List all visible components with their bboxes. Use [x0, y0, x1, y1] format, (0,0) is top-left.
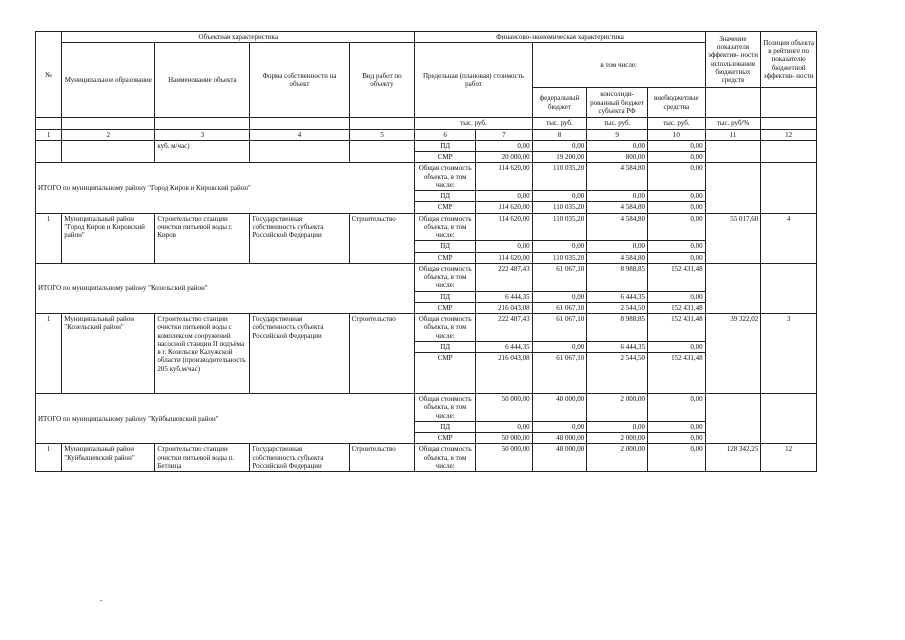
- cost-value: 6 444,35: [476, 291, 533, 302]
- row-label: ПД: [415, 241, 476, 252]
- municipality: Муниципальный район "Куйбышевский район": [62, 444, 155, 472]
- object-number: 1: [36, 314, 62, 394]
- cons-value: 8 988,85: [587, 263, 648, 291]
- ext-value: 0,00: [647, 140, 705, 151]
- colnum: 3: [155, 129, 250, 140]
- row-label: СМР: [415, 433, 476, 444]
- cons-value: 0,00: [587, 421, 648, 432]
- pos-header-cont: [761, 88, 817, 118]
- work-type: Строительство: [349, 444, 415, 472]
- ext-value: 0,00: [647, 394, 705, 422]
- rating-position: 4: [761, 213, 817, 263]
- investment-table: [35, 31, 817, 472]
- itogo-row: [36, 263, 817, 291]
- fed-value: 0,00: [532, 241, 587, 252]
- column-numbers-row: [36, 129, 817, 140]
- cons-value: 800,00: [587, 152, 648, 163]
- colnum: 9: [587, 129, 648, 140]
- cost-value: 216 043,08: [476, 353, 533, 394]
- cost-value: 114 620,00: [476, 252, 533, 263]
- object-row: [36, 213, 817, 241]
- col-num-header: №: [36, 32, 62, 118]
- itogo-label: ИТОГО по муниципальному району "Козельский район": [36, 263, 415, 313]
- cost-value: 114 620,00: [476, 202, 533, 213]
- ext-value: 152 431,48: [647, 314, 705, 342]
- cost-value: 50 000,00: [476, 433, 533, 444]
- cost-value: 50 000,00: [476, 394, 533, 422]
- fed-value: 48 000,00: [532, 444, 587, 472]
- cost-value: 0,00: [476, 191, 533, 202]
- eff-header-cont: [705, 88, 761, 118]
- efficiency-value: 55 017,60: [705, 213, 761, 263]
- unit-ext: тыс. руб.: [647, 118, 705, 129]
- fed-value: 48 000,00: [532, 433, 587, 444]
- cons-value: 2 000,00: [587, 444, 648, 472]
- unit-fed: тыс. руб.: [532, 118, 587, 129]
- in-that-number-header: в том числе:: [532, 43, 705, 88]
- cons-value: 0,00: [587, 241, 648, 252]
- cost-value: 50 000,00: [476, 444, 533, 472]
- fed-value: 110 035,20: [532, 252, 587, 263]
- municipality: Муниципальный район "Козельский район": [62, 314, 155, 394]
- object-number: 1: [36, 213, 62, 263]
- fed-value: 110 035,20: [532, 202, 587, 213]
- municipality: Муниципальный район "Город Киров и Кировский район": [62, 213, 155, 263]
- col-cost-header: Предельная (плановая) стоимость работ: [415, 43, 532, 118]
- ext-value: 0,00: [647, 152, 705, 163]
- cost-value: 0,00: [476, 421, 533, 432]
- table-row: [36, 140, 817, 151]
- ext-value: 0,00: [647, 213, 705, 241]
- ext-value: 0,00: [647, 444, 705, 472]
- header-row-1: [36, 32, 817, 43]
- object-name: Строительство станции очистки питьевой воды с комплексом сооружений насосной станции II подъёма в г. Козельске Калужской области (производительность 205 куб.м/час): [155, 314, 250, 394]
- header-row-2: [36, 43, 817, 88]
- ext-value: 0,00: [647, 433, 705, 444]
- row-label: Общая стоимость объекта, в том числе:: [415, 314, 476, 342]
- cons-value: 0,00: [587, 191, 648, 202]
- row-label: ПД: [415, 140, 476, 151]
- cons-value: 2 544,50: [587, 302, 648, 313]
- col-mun-header: Муниципальное образование: [62, 43, 155, 118]
- colnum: 4: [250, 129, 349, 140]
- col-pos-header: Позиция объекта в рейтинге по показателю бюджетной эффектив- ности: [761, 32, 817, 88]
- ownership-form: Государственная собственность субъекта Российской Федерации: [250, 213, 349, 263]
- ext-value: 0,00: [647, 163, 705, 191]
- work-type: Строительство: [349, 213, 415, 263]
- object-row: [36, 444, 817, 472]
- cost-value: 0,00: [476, 241, 533, 252]
- cost-value: 114 620,00: [476, 213, 533, 241]
- col-ext-header: внебюджетные средства: [647, 88, 705, 118]
- ext-value: 152 431,48: [647, 263, 705, 291]
- cost-value: 114 620,00: [476, 163, 533, 191]
- cons-value: 0,00: [587, 140, 648, 151]
- unit-cons: тыс. руб.: [587, 118, 648, 129]
- itogo-row: [36, 163, 817, 191]
- col-name-header: Наименование объекта: [155, 43, 250, 118]
- fed-value: 110 035,20: [532, 213, 587, 241]
- col-work-header: Вид работ по объекту: [349, 43, 415, 118]
- scan-speck: [100, 600, 102, 601]
- work-type: Строительство: [349, 314, 415, 394]
- fed-value: 0,00: [532, 191, 587, 202]
- row-label: Общая стоимость объекта, в том числе:: [415, 394, 476, 422]
- fin-char-header: Финансово-экономическая характеристика: [415, 32, 705, 43]
- ext-value: 0,00: [647, 421, 705, 432]
- units-row: [36, 118, 817, 129]
- cons-value: 2 000,00: [587, 433, 648, 444]
- colnum: 11: [705, 129, 761, 140]
- row-label: СМР: [415, 252, 476, 263]
- colnum: 5: [349, 129, 415, 140]
- row-label: СМР: [415, 353, 476, 394]
- ownership-form: Государственная собственность субъекта Российской Федерации: [250, 444, 349, 472]
- row-label: ПД: [415, 421, 476, 432]
- cons-value: 4 584,80: [587, 202, 648, 213]
- row-label: СМР: [415, 302, 476, 313]
- ext-value: 0,00: [647, 252, 705, 263]
- cons-value: 8 988,85: [587, 314, 648, 342]
- document-page: [35, 31, 817, 472]
- obj-char-header: Объектная характеристика: [62, 32, 415, 43]
- itogo-label: ИТОГО по муниципальному району "Куйбышевский район": [36, 394, 415, 444]
- ext-value: 0,00: [647, 241, 705, 252]
- object-name-tail: куб. м/час): [155, 140, 250, 163]
- colnum: 12: [761, 129, 817, 140]
- row-label: Общая стоимость объекта, в том числе:: [415, 444, 476, 472]
- cons-value: 2 544,50: [587, 353, 648, 394]
- itogo-label: ИТОГО по муниципальному району "Город Киров и Кировский район": [36, 163, 415, 213]
- row-label: Общая стоимость объекта, в том числе:: [415, 263, 476, 291]
- fed-value: 110 035,20: [532, 163, 587, 191]
- ext-value: 152 431,48: [647, 302, 705, 313]
- fed-value: 0,00: [532, 341, 587, 352]
- row-label: СМР: [415, 152, 476, 163]
- row-label: Общая стоимость объекта, в том числе:: [415, 213, 476, 241]
- cons-value: 6 444,35: [587, 291, 648, 302]
- ext-value: 0,00: [647, 202, 705, 213]
- fed-value: 0,00: [532, 291, 587, 302]
- row-label: ПД: [415, 191, 476, 202]
- col-form-header: Форма собственности на объект: [250, 43, 349, 118]
- ownership-form: Государственная собственность субъекта Российской Федерации: [250, 314, 349, 394]
- row-label: ПД: [415, 291, 476, 302]
- cons-value: 6 444,35: [587, 341, 648, 352]
- fed-value: 61 067,10: [532, 263, 587, 291]
- fed-value: 48 000,00: [532, 394, 587, 422]
- cost-value: 20 000,00: [476, 152, 533, 163]
- efficiency-value: 39 322,02: [705, 314, 761, 394]
- object-name: Строительство станции очистки питьевой воды п. Бетлица: [155, 444, 250, 472]
- fed-value: 61 067,10: [532, 302, 587, 313]
- cons-value: 4 584,80: [587, 213, 648, 241]
- cost-value: 216 043,08: [476, 302, 533, 313]
- ext-value: 0,00: [647, 291, 705, 302]
- row-label: Общая стоимость объекта, в том числе:: [415, 163, 476, 191]
- colnum: 8: [532, 129, 587, 140]
- colnum: 10: [647, 129, 705, 140]
- cost-value: 0,00: [476, 140, 533, 151]
- cost-value: 222 487,43: [476, 263, 533, 291]
- fed-value: 0,00: [532, 421, 587, 432]
- object-name: Строительство станции очистки питьевой воды г. Киров: [155, 213, 250, 263]
- cost-value: 6 444,35: [476, 341, 533, 352]
- unit-cost: тыс. руб.: [415, 118, 532, 129]
- fed-value: 61 067,10: [532, 314, 587, 342]
- object-number: 1: [36, 444, 62, 472]
- col-cons-header: консолиди- рованный бюджет субъекта РФ: [587, 88, 648, 118]
- cost-value: 222 487,43: [476, 314, 533, 342]
- ext-value: 152 431,48: [647, 353, 705, 394]
- colnum: 2: [62, 129, 155, 140]
- fed-value: 61 067,10: [532, 353, 587, 394]
- cons-value: 4 584,80: [587, 252, 648, 263]
- col-fed-header: федеральный бюджет: [532, 88, 587, 118]
- fed-value: 0,00: [532, 140, 587, 151]
- colnum: 7: [476, 129, 533, 140]
- ext-value: 0,00: [647, 191, 705, 202]
- row-label: СМР: [415, 202, 476, 213]
- colnum: 6: [415, 129, 476, 140]
- cons-value: 2 000,00: [587, 394, 648, 422]
- col-eff-header: Значение показателя эффектив- ности использования бюджетных средств: [705, 32, 761, 88]
- colnum: 1: [36, 129, 62, 140]
- unit-eff: тыс. руб/%: [705, 118, 761, 129]
- ext-value: 0,00: [647, 341, 705, 352]
- fed-value: 19 200,00: [532, 152, 587, 163]
- itogo-row: [36, 394, 817, 422]
- object-row: [36, 314, 817, 342]
- rating-position: 3: [761, 314, 817, 394]
- cons-value: 4 584,80: [587, 163, 648, 191]
- rating-position: 12: [761, 444, 817, 472]
- row-label: ПД: [415, 341, 476, 352]
- efficiency-value: 128 342,25: [705, 444, 761, 472]
